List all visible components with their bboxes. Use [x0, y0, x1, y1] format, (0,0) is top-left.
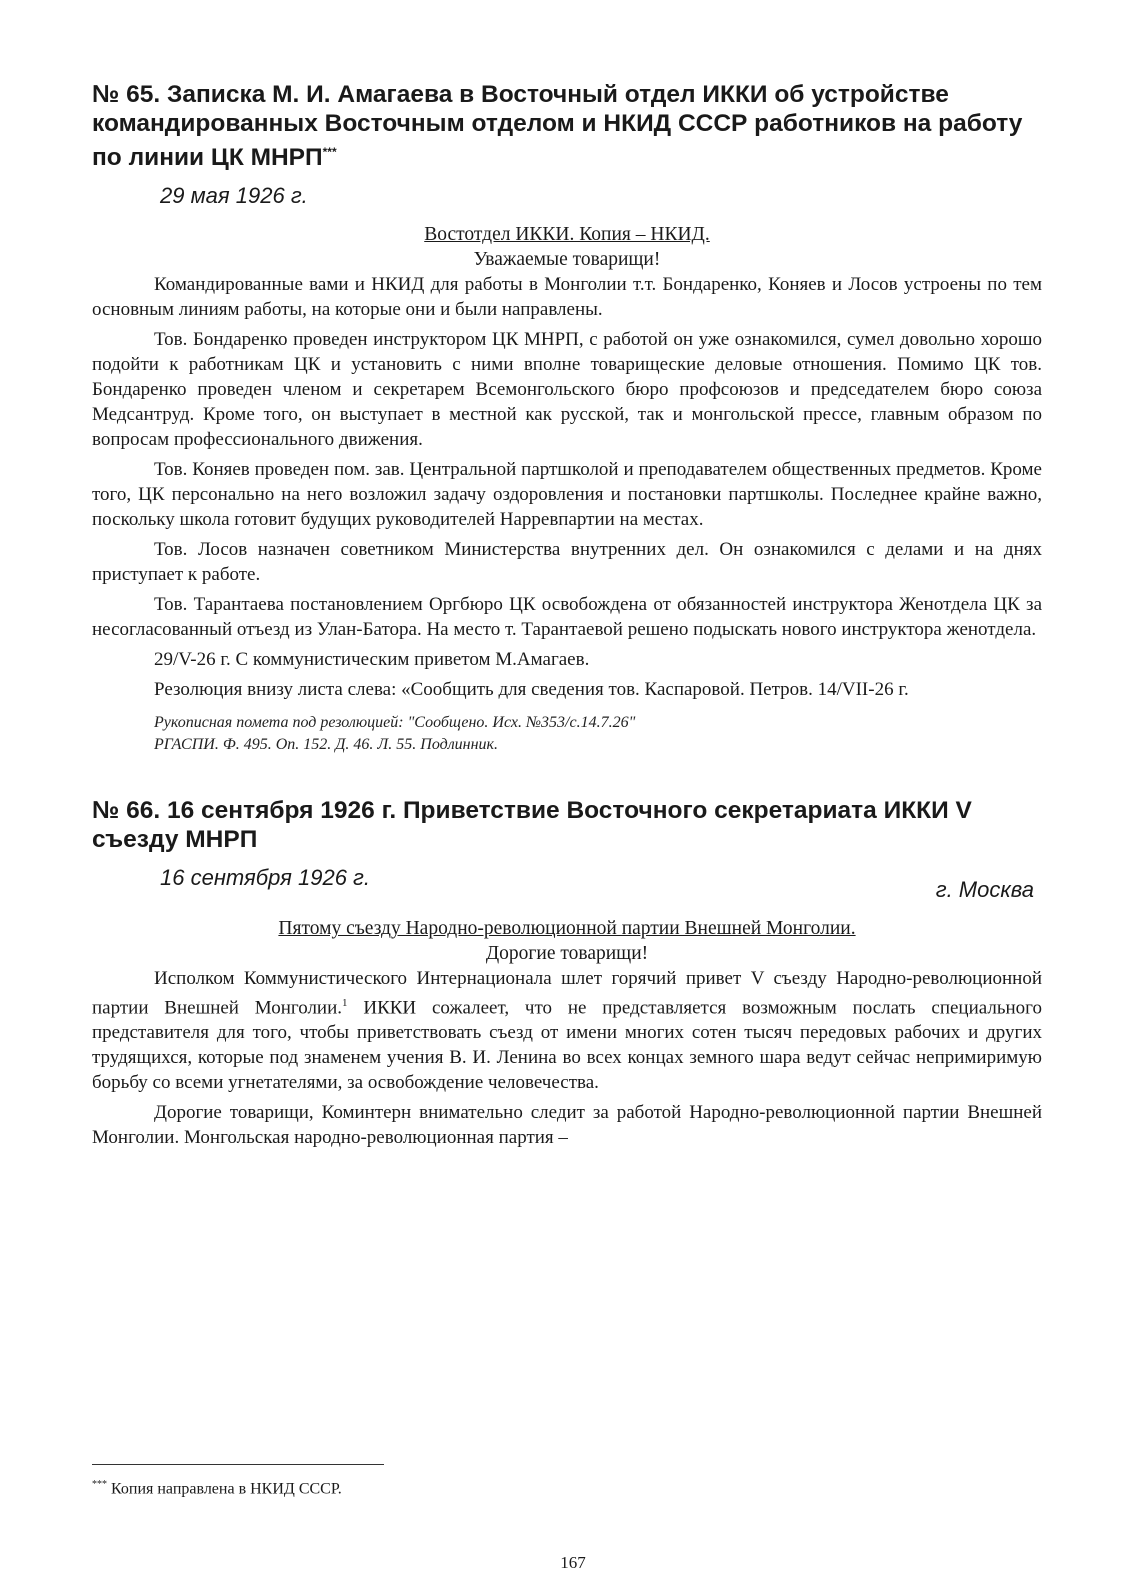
doc66-address: Пятому съезду Народно-революционной партии Внешней Монголии. [278, 918, 856, 940]
doc66-date-line [92, 864, 1042, 904]
footnote: *** Копия направлена в НКИД СССР. [92, 1479, 342, 1498]
heading-footnote-mark: *** [322, 145, 337, 159]
page-number: 167 [560, 1553, 586, 1572]
section-gap [92, 756, 1042, 796]
doc66-place: г. Москва [935, 877, 1034, 903]
doc66-heading: № 66. 16 сентября 1926 г. Приветствие Восточного секретариата ИККИ V съезду МНРП [92, 797, 972, 854]
doc66-paragraph: Дорогие товарищи, Коминтерн внимательно следит за работой Народно-революционной партии Внешней Монголии. Монгольская народно-революционная партия – [92, 1102, 1042, 1149]
doc65-heading: № 65. Записка М. И. Амагаева в Восточный отдел ИККИ об устройстве командированных Восточным отделом и НКИД СССР работников на работу по линии ЦК МНРП*** [92, 81, 1023, 172]
doc65-paragraph: Тов. Лосов назначен советником Министерства внутренних дел. Он ознакомился с делами и на днях приступает к работе. [92, 539, 1042, 586]
doc65-paragraph: Тов. Бондаренко проведен инструктором ЦК МНРП, с работой он уже ознакомился, сумел довольно хорошо подойти к работникам ЦК и установить с ними вполне товарищеские деловые отношения. Помимо ЦК тов. Бондаренко проведен членом и секретарем Всемонгольского бюро профсоюзов и председателем бюро союза Медсантруд. Кроме того, он выступает в местной как русской, так и монгольской прессе, главным образом по вопросам профессионального движения. [92, 329, 1042, 451]
doc66-greeting: Дорогие товарищи! [485, 943, 649, 965]
doc65-archive-reference: РГАСПИ. Ф. 495. Оп. 152. Д. 46. Л. 55. Подлинник. [154, 736, 499, 754]
doc65-resolution: Резолюция внизу листа слева: «Сообщить для сведения тов. Каспаровой. Петров. 14/VII-26 г. [154, 679, 909, 701]
doc65-greeting: Уважаемые товарищи! [473, 249, 661, 271]
footnote-reference: 1 [342, 997, 348, 1010]
footnote-divider [92, 1464, 384, 1465]
document-page [92, 80, 1042, 1150]
doc65-date: 29 мая 1926 г. [160, 183, 308, 209]
doc65-paragraph: Тов. Тарантаева постановлением Оргбюро ЦК освобождена от обязанностей инструктора Женотдела ЦК за несогласованный отъезд из Улан-Батора. На место т. Тарантаевой решено подыскать нового инструктора женотдела. [92, 594, 1042, 641]
doc65-date-line [92, 182, 1042, 210]
footnote-mark: *** [92, 1479, 107, 1490]
doc66-paragraph: Исполком Коммунистического Интернационала шлет горячий привет V съезду Народно-революционной партии Внешней Монголии.$^1$ ИККИ сожалеет, что не представляется возможным послать специального представителя для того, чтобы приветствовать съезд от имени многих сотен тысяч передовых рабочих и других трудящихся, которые под знаменем учения В. И. Ленина во всех концах земного шара ведут сейчас непримиримую борьбу со всеми угнетателями, за освобождение человечества. [92, 968, 1042, 1094]
doc65-paragraph: Тов. Коняев проведен пом. зав. Центральной партшколой и преподавателем общественных предметов. Кроме того, ЦК персонально на него возложил задачу оздоровления и постановки партшколы. Последнее крайне важно, поскольку школа готовит будущих руководителей Нарревпартии на местах. [92, 459, 1042, 531]
doc65-signature: 29/V-26 г. С коммунистическим приветом М.Амагаев. [154, 649, 590, 671]
doc65-address: Востотдел ИККИ. Копия – НКИД. [424, 224, 710, 246]
doc65-paragraph: Командированные вами и НКИД для работы в Монголии т.т. Бондаренко, Коняев и Лосов устроены по тем основным линиям работы, на которые они и были направлены. [92, 274, 1042, 321]
doc66-date: 16 сентября 1926 г. [160, 865, 370, 891]
doc65-handwritten-note: Рукописная помета под резолюцией: "Сообщено. Исх. №353/с.14.7.26" [154, 714, 636, 732]
